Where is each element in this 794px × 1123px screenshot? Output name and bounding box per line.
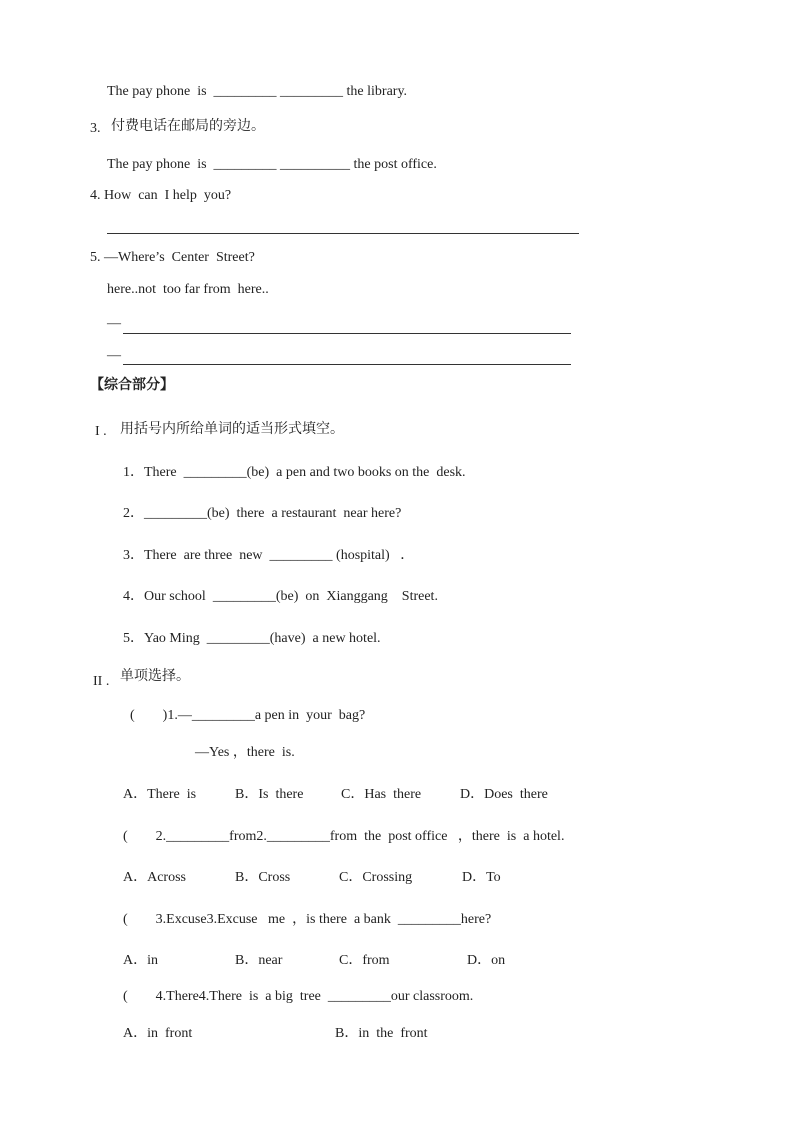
part-1-item: 5．Yao Ming _________(have) a new hotel. xyxy=(123,631,381,646)
sentence-library-blank: The pay phone is _________ _________ the library. xyxy=(107,84,408,99)
part-1-instruction: 用括号内所给单词的适当形式填空。 xyxy=(120,421,344,437)
answer-line-q5a xyxy=(123,333,571,334)
option-b: B．in the front xyxy=(335,1026,428,1041)
answer-line-q5b xyxy=(123,364,571,365)
option-b: B．Cross xyxy=(235,870,291,885)
part-1-item: 4．Our school _________(be) on Xianggang Street. xyxy=(123,589,438,604)
question-5-hint: here..not too far from here.. xyxy=(107,282,269,297)
part-2-instruction: 单项选择。 xyxy=(120,668,190,684)
option-c: C．Has there xyxy=(341,787,422,802)
answer-line-q4 xyxy=(107,233,579,234)
question-3-chinese: 付费电话在邮局的旁边。 xyxy=(111,118,265,134)
question-5: 5. —Where’s Center Street? xyxy=(90,250,255,265)
choice-question-1-answer: —Yes ，there is. xyxy=(195,745,295,760)
option-d: D．To xyxy=(462,870,501,885)
dash-1: — xyxy=(107,316,121,331)
option-d: D．Does there xyxy=(460,787,548,802)
question-3-number: 3. xyxy=(90,121,101,136)
part-1-item: 3．There are three new _________ (hospital) ． xyxy=(123,548,415,563)
option-c: C．from xyxy=(339,953,390,968)
question-3-english: The pay phone is _________ __________ the post office. xyxy=(107,157,437,172)
part-2-roman: II . xyxy=(93,674,110,689)
choice-question-4: ( 4.There4.There is a big tree _________our classroom. xyxy=(123,989,474,1004)
section-title: 【综合部分】 xyxy=(90,377,174,393)
part-1-item: 1．There _________(be) a pen and two books on the desk. xyxy=(123,465,466,480)
part-1-item: 2．_________(be) there a restaurant near here? xyxy=(123,506,402,521)
question-4: 4. How can I help you? xyxy=(90,188,232,203)
part-1-roman: I . xyxy=(95,424,107,439)
option-d: D．on xyxy=(467,953,506,968)
option-a: A．in xyxy=(123,953,158,968)
option-b: B．Is there xyxy=(235,787,304,802)
option-a: A．There is xyxy=(123,787,197,802)
option-a: A．in front xyxy=(123,1026,193,1041)
option-b: B．near xyxy=(235,953,283,968)
option-c: C．Crossing xyxy=(339,870,413,885)
choice-question-1: ( )1.—_________a pen in your bag? xyxy=(130,708,366,723)
dash-2: — xyxy=(107,348,121,363)
choice-question-3: ( 3.Excuse3.Excuse me ，is there a bank _________here? xyxy=(123,912,492,927)
option-a: A．Across xyxy=(123,870,186,885)
choice-question-2: ( 2._________from2._________from the post office ，there is a hotel. xyxy=(123,829,565,844)
